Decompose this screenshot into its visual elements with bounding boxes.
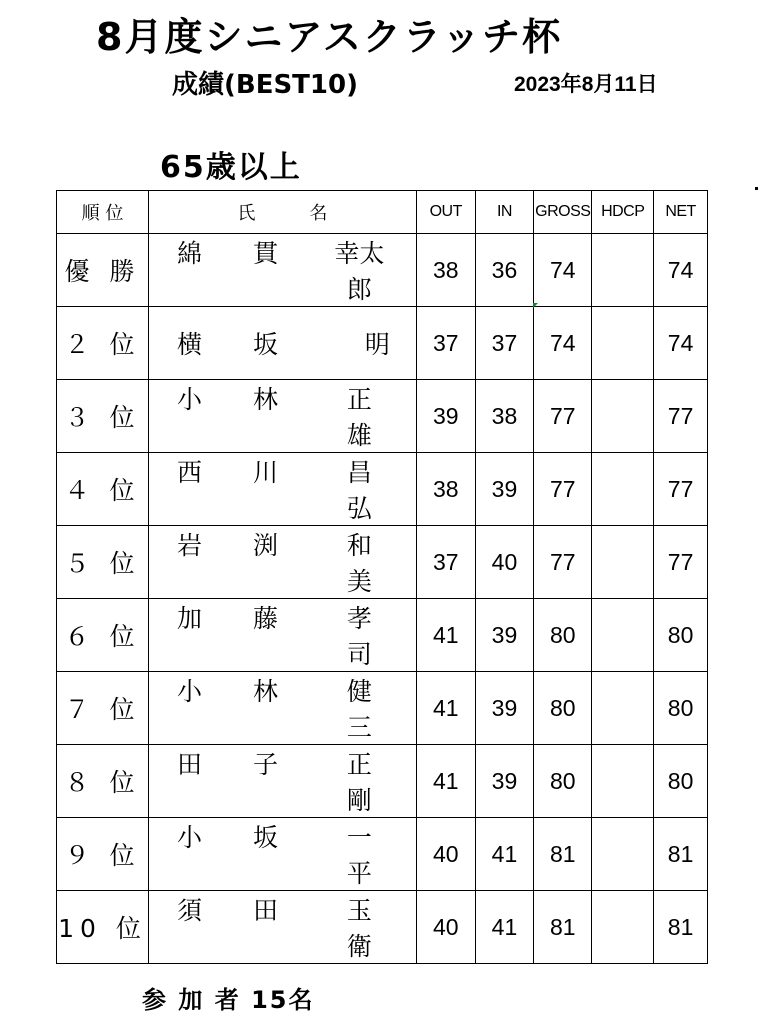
column-header-in: IN [475, 191, 534, 234]
gross-score-cell: 77 [534, 453, 592, 526]
rank-cell: 10 位 [57, 891, 149, 964]
out-score-cell: 37 [416, 526, 475, 599]
hdcp-cell [592, 380, 654, 453]
age-category: 65歳以上 [160, 150, 302, 185]
given-name: 孝 司 [346, 604, 397, 669]
gross-score-cell: 74 [534, 307, 592, 380]
page-title: 8月度シニアスクラッチ杯 [96, 15, 563, 59]
in-score-cell: 41 [475, 891, 534, 964]
gross-score-cell: 80 [534, 672, 592, 745]
given-name: 昌 弘 [346, 458, 397, 523]
rank-cell: 優 勝 [57, 234, 149, 307]
column-header-name: 氏 名 [148, 191, 416, 234]
table-header-row [57, 191, 708, 234]
player-name-cell [148, 234, 416, 307]
in-score-cell: 38 [475, 380, 534, 453]
in-score-cell: 40 [475, 526, 534, 599]
family-name-char: 藤 [252, 604, 278, 633]
results-table [56, 190, 708, 964]
participant-count: 参 加 者 15名 [142, 986, 315, 1014]
out-score-cell: 40 [416, 818, 475, 891]
rank-cell: ３ 位 [57, 380, 149, 453]
out-score-cell: 41 [416, 599, 475, 672]
net-score-cell: 74 [654, 234, 708, 307]
family-name-char: 川 [252, 458, 278, 487]
family-name-char: 田 [252, 896, 278, 925]
in-score-cell: 39 [475, 453, 534, 526]
hdcp-cell [592, 818, 654, 891]
family-name-char: 林 [252, 385, 278, 414]
family-name-char: 子 [252, 750, 278, 779]
rank-cell: ９ 位 [57, 818, 149, 891]
player-name-cell [148, 891, 416, 964]
rank-cell: ２ 位 [57, 307, 149, 380]
gross-score-cell: 77 [534, 526, 592, 599]
family-name-char: 貫 [252, 239, 278, 268]
hdcp-cell [592, 745, 654, 818]
given-name: 幸太郎 [334, 239, 385, 304]
player-name-cell [148, 818, 416, 891]
net-score-cell: 77 [654, 453, 708, 526]
table-row [57, 818, 708, 891]
net-score-cell: 77 [654, 526, 708, 599]
net-score-cell: 80 [654, 745, 708, 818]
hdcp-cell [592, 307, 654, 380]
given-name: 玉 衛 [346, 896, 397, 961]
cell-comment-mark [533, 303, 538, 308]
out-score-cell: 41 [416, 672, 475, 745]
rank-cell: ７ 位 [57, 672, 149, 745]
table-row [57, 745, 708, 818]
table-row [57, 599, 708, 672]
player-name-cell [148, 745, 416, 818]
given-name: 一 平 [346, 823, 397, 888]
family-name-char: 田 [176, 750, 202, 779]
table-row [57, 891, 708, 964]
rank-cell: ５ 位 [57, 526, 149, 599]
table-row [57, 234, 708, 307]
family-name-char: 林 [252, 677, 278, 706]
family-name-char: 岩 [176, 531, 202, 560]
given-name: 正 剛 [346, 750, 397, 815]
family-name-char: 横 [176, 330, 202, 359]
in-score-cell: 37 [475, 307, 534, 380]
out-score-cell: 39 [416, 380, 475, 453]
family-name-char: 小 [176, 823, 202, 852]
in-score-cell: 41 [475, 818, 534, 891]
in-score-cell: 39 [475, 745, 534, 818]
rank-cell: ６ 位 [57, 599, 149, 672]
in-score-cell: 39 [475, 599, 534, 672]
gross-score-cell: 77 [534, 380, 592, 453]
family-name-char: 小 [176, 385, 202, 414]
player-name-cell [148, 307, 416, 380]
net-score-cell: 74 [654, 307, 708, 380]
net-score-cell: 80 [654, 672, 708, 745]
family-name-char: 小 [176, 677, 202, 706]
gross-score-cell: 81 [534, 818, 592, 891]
given-name: 明 [364, 330, 390, 359]
hdcp-cell [592, 234, 654, 307]
column-header-net: NET [654, 191, 708, 234]
rank-cell: ８ 位 [57, 745, 149, 818]
column-header-gross: GROSS [534, 191, 592, 234]
page-subtitle: 成績(BEST10) [172, 70, 358, 100]
family-name-char: 西 [176, 458, 202, 487]
player-name-cell [148, 380, 416, 453]
net-score-cell: 81 [654, 891, 708, 964]
table-row [57, 453, 708, 526]
edge-mark [755, 187, 758, 190]
column-header-rank: 順 位 [57, 191, 149, 234]
hdcp-cell [592, 672, 654, 745]
out-score-cell: 41 [416, 745, 475, 818]
family-name-char: 綿 [176, 239, 202, 268]
given-name: 和 美 [346, 531, 397, 596]
hdcp-cell [592, 526, 654, 599]
family-name-char: 坂 [252, 330, 278, 359]
gross-score-cell: 80 [534, 599, 592, 672]
column-header-out: OUT [416, 191, 475, 234]
player-name-cell [148, 672, 416, 745]
gross-score-cell: 80 [534, 745, 592, 818]
net-score-cell: 81 [654, 818, 708, 891]
hdcp-cell [592, 599, 654, 672]
column-header-hdcp: HDCP [592, 191, 654, 234]
out-score-cell: 37 [416, 307, 475, 380]
table-row [57, 307, 708, 380]
in-score-cell: 36 [475, 234, 534, 307]
player-name-cell [148, 526, 416, 599]
net-score-cell: 77 [654, 380, 708, 453]
net-score-cell: 80 [654, 599, 708, 672]
table-row [57, 380, 708, 453]
family-name-char: 加 [176, 604, 202, 633]
out-score-cell: 40 [416, 891, 475, 964]
given-name: 正 雄 [346, 385, 397, 450]
table-row [57, 672, 708, 745]
in-score-cell: 39 [475, 672, 534, 745]
table-row [57, 526, 708, 599]
player-name-cell [148, 599, 416, 672]
event-date: 2023年8月11日 [514, 73, 658, 96]
family-name-char: 渕 [252, 531, 278, 560]
out-score-cell: 38 [416, 234, 475, 307]
given-name: 健 三 [346, 677, 397, 742]
rank-cell: ４ 位 [57, 453, 149, 526]
family-name-char: 坂 [252, 823, 278, 852]
hdcp-cell [592, 891, 654, 964]
gross-score-cell: 74 [534, 234, 592, 307]
player-name-cell [148, 453, 416, 526]
family-name-char: 須 [176, 896, 202, 925]
out-score-cell: 38 [416, 453, 475, 526]
hdcp-cell [592, 453, 654, 526]
gross-score-cell: 81 [534, 891, 592, 964]
